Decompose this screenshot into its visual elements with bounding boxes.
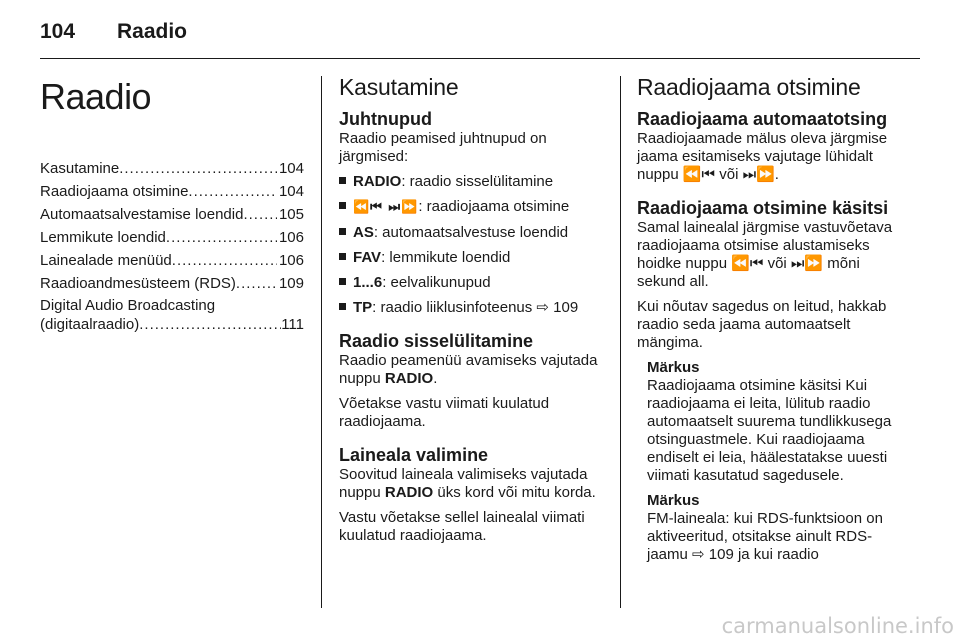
toc-entry[interactable]: Lainealade menüüd ..... 106 — [40, 250, 304, 271]
subheading-band-select: Laineala valimine — [339, 445, 489, 465]
manual-search-text-2: Kui nõutav sagedus on leitud, hakkab raadio seda jaama automaatselt mängima. — [637, 298, 887, 351]
list-item: 1...6: eelvalikunupud — [339, 274, 607, 292]
band-select-text-2: Vastu võetakse sellel lainealal viimati kuulatud raadiojaama. — [339, 509, 585, 544]
radio-on-text: Raadio peamenüü avamiseks vajutada nuppu RADIO. — [339, 352, 598, 387]
page-header — [0, 0, 960, 60]
toc-entry[interactable]: Automaatsalvestamise loendid ..... 105 — [40, 204, 304, 225]
controls-intro: Raadio peamised juhtnupud on järgmised: — [339, 130, 547, 165]
running-title: Raadio — [117, 20, 188, 43]
note-text: FM-laineala: kui RDS-funktsioon on aktiveeritud, otsitakse ainult RDS-jaamu ⇨ 109 ja kui raadio — [647, 510, 883, 563]
column-divider-1 — [321, 76, 322, 608]
section-title-usage: Kasutamine — [339, 74, 459, 100]
controls-list — [339, 173, 607, 317]
list-item: AS: automaatsalvestuse loendid — [339, 224, 607, 242]
header-rule — [40, 58, 920, 59]
list-item: RADIO: raadio sisselülitamine — [339, 173, 607, 191]
seek-buttons-icon: ⏪⏮ ⏭⏩ — [353, 200, 419, 215]
bullet-square-icon — [339, 177, 346, 184]
page-number: 104 — [40, 20, 76, 43]
subheading-controls: Juhtnupud — [339, 109, 432, 129]
band-select-text: Soovitud laineala valimiseks vajutada nuppu RADIO üks kord või mitu korda. — [339, 466, 596, 501]
section-title-station-search: Raadiojaama otsimine — [637, 74, 861, 100]
subheading-radio-on: Raadio sisselülitamine — [339, 331, 534, 351]
toc-entry[interactable]: Raadioandmesüsteem (RDS) ..... 109 — [40, 273, 304, 294]
note-title: Märkus — [647, 492, 700, 509]
toc-entry-multiline[interactable]: Digital Audio Broadcasting (digitaalraadio) ..... 111 — [40, 296, 304, 334]
toc-column — [40, 74, 304, 336]
toc-entry[interactable]: Kasutamine ..... 104 — [40, 158, 304, 179]
note-box-2 — [647, 492, 912, 564]
bullet-square-icon — [339, 278, 346, 285]
manual-search-text: Samal lainealal järgmise vastuvõetava raadiojaama otsimise alustamiseks hoidke nuppu ⏪⏮ või ⏭⏩ mõni sekund all. — [637, 219, 893, 290]
watermark: carmanualsonline.info — [721, 614, 954, 638]
bullet-square-icon — [339, 303, 346, 310]
radio-on-text-2: Võetakse vastu viimati kuulatud raadiojaama. — [339, 395, 550, 430]
list-item: TP: raadio liiklusinfoteenus ⇨ 109 — [339, 299, 607, 317]
auto-search-text: Raadiojaamade mälus oleva järgmise jaama esitamiseks vajutage lühidalt nuppu ⏪⏮ või ⏭⏩. — [637, 130, 888, 183]
toc-entry[interactable]: Lemmikute loendid ..... 106 — [40, 227, 304, 248]
column-divider-2 — [620, 76, 621, 608]
note-title: Märkus — [647, 359, 700, 376]
note-text: Raadiojaama otsimine käsitsi Kui raadiojaama ei leita, lülitub raadio automaatselt suurema tundlikkusega otsinguastmele. Kui raadiojaama endiselt ei leia, häälestatakse uuesti viimati kasutatud sagedusele. — [647, 377, 892, 484]
bullet-square-icon — [339, 228, 346, 235]
bullet-square-icon — [339, 202, 346, 209]
subheading-manual-search: Raadiojaama otsimine käsitsi — [637, 198, 889, 218]
subheading-auto-search: Raadiojaama automaatotsing — [637, 109, 888, 129]
bullet-square-icon — [339, 253, 346, 260]
chapter-title: Raadio — [40, 76, 152, 117]
list-item: ⏪⏮ ⏭⏩: raadiojaama otsimine — [339, 198, 607, 217]
usage-column — [339, 74, 607, 552]
toc-entry[interactable]: Raadiojaama otsimine ..... 104 — [40, 181, 304, 202]
note-box-1 — [647, 359, 912, 485]
list-item: FAV: lemmikute loendid — [339, 249, 607, 267]
station-search-column — [637, 74, 912, 564]
